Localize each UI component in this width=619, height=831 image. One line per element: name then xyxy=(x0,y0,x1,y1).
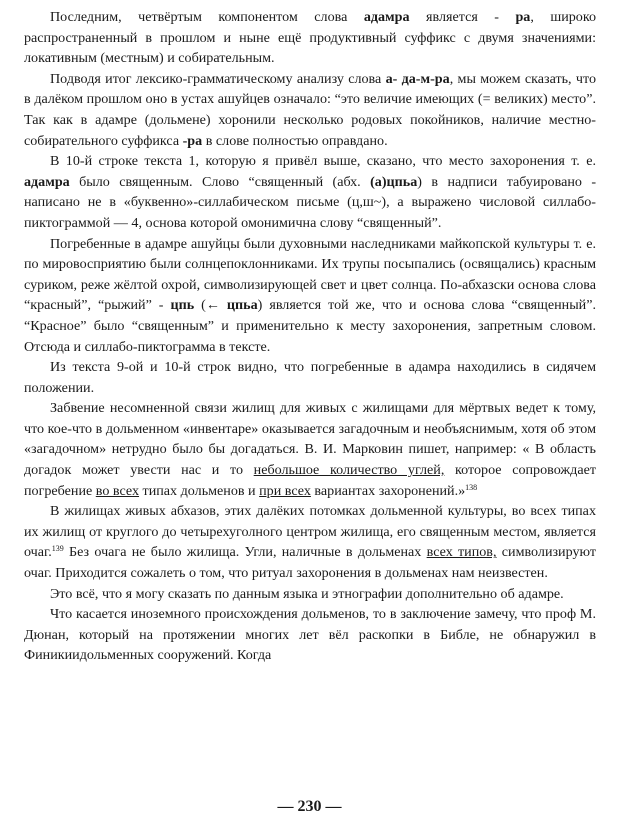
text-run: цпь xyxy=(170,297,195,314)
text-run: при всех xyxy=(259,482,311,499)
text-run: Подводя итог лексико-грамматическому анализу слова xyxy=(50,70,386,87)
text-run: вариантах захоронений.» xyxy=(310,482,466,499)
footnote-ref: 139 xyxy=(51,544,64,554)
text-run: а- да-м-ра xyxy=(385,70,450,87)
paragraph xyxy=(24,234,596,358)
text-run: В жилищах живых абхазов, этих далёких потомках дольменной культуры, во всех типах их жилищ от круглого до четырехуголного центром жилища, его священным местом, является очаг. xyxy=(24,503,596,561)
paragraph xyxy=(24,501,596,583)
text-run: Что касается иноземного происхождения дольменов, то в заключение замечу, что проф М. Дюнан, который на протяжении многих лет вёл раскопки в Библе, не обнаружил в Финикиидольменных сооружений. Когда xyxy=(24,606,596,664)
paragraph xyxy=(24,7,596,69)
text-run: цпьа xyxy=(226,297,258,314)
text-run: (а)цпьа xyxy=(370,173,418,190)
text-run: во всех xyxy=(95,482,140,499)
text-run: Это всё, что я могу сказать по данным языка и этнографии дополнительно об адамре. xyxy=(50,585,564,602)
text-run: Последним, четвёртым компонентом слова xyxy=(50,9,364,25)
text-run: было священным. Слово “священный (абх. xyxy=(69,173,371,190)
paragraph xyxy=(24,584,596,605)
paragraph xyxy=(24,69,596,151)
text-run: небольшое количество углей, xyxy=(253,462,445,479)
footnote-ref: 138 xyxy=(465,482,478,492)
text-run: всех типов, xyxy=(426,544,497,561)
text-run: Погребенные в адамре ашуйцы были духовными наследниками майкопской культуры т. е. по мировосприятию были солнцепоклонниками. Их трупы посыпались (освящались) красным суриком, реже жёлтой охрой, символизирующей свет и цвет солнца. По-абхазски основа слова “красный”, “рыжий” - xyxy=(24,235,596,314)
text-run: ра xyxy=(515,9,531,25)
text-run: которое сопровождает погребение xyxy=(24,462,596,499)
text-run: адамра xyxy=(363,9,410,25)
text-run: ) является той же, что и основа слова “священный”. “Красное” было “священным” и применительно к месту захоронения, запретным словом. Отсюда и силлабо-пиктограмма в тексте. xyxy=(24,297,596,355)
text-run: символизируют очаг. Приходится сожалеть о том, что ритуал захоронения в дольменах нам неизвестен. xyxy=(24,544,597,582)
body-text xyxy=(24,7,596,666)
paragraph xyxy=(24,357,596,398)
text-run: , широко распространенный в прошлом и ныне ещё продуктивный суффикс с двумя значениями: локативным (местным) и собирательным. xyxy=(24,9,597,67)
text-run: в слове полностью оправдано. xyxy=(202,132,388,149)
page-number: — 230 — xyxy=(277,798,342,815)
text-run: Забвение несомненной связи жилищ для живых с жилищами для мёртвых ведет к тому, что кое-что в дольменном «инвентаре» оказывается загадочным и необъяснимым, хотя об этом «загадочном» нетрудно было бы догадаться. В. И. Марковин пишет, например: « В область догадок может увести нас и то xyxy=(24,400,596,479)
text-run: В 10-й строке текста 1, которую я привёл выше, сказано, что место захоронения т. е. xyxy=(50,153,596,170)
text-run: является - xyxy=(409,9,516,25)
text-run: типах дольменов и xyxy=(139,482,260,499)
text-run: (← xyxy=(194,297,227,314)
text-run: , мы можем сказать, что в далёком прошлом оно в устах ашуйцев означало: “это величие имеющих (= великих) место”. Так как в адамре (дольмене) хоронили несколько родовых покойников, наличие местно-собирательного суффикса xyxy=(24,70,597,149)
text-run: -ра xyxy=(182,132,203,149)
text-run: Без очага не было жилища. Угли, наличные в дольменах xyxy=(63,544,427,561)
paragraph xyxy=(24,151,596,233)
text-run: адамра xyxy=(24,173,70,190)
text-run: ) в надписи табуировано - написано не в «буквенно»-силлабическом письме (ц,ш~), а выражено числовой силлабо-пиктограммой — 4, основа которой омонимична слову “священный”. xyxy=(24,173,597,231)
paragraph xyxy=(24,604,596,666)
paragraph xyxy=(24,398,596,501)
text-run: Из текста 9-ой и 10-й строк видно, что погребенные в адамра находились в сидячем положении. xyxy=(24,359,596,396)
